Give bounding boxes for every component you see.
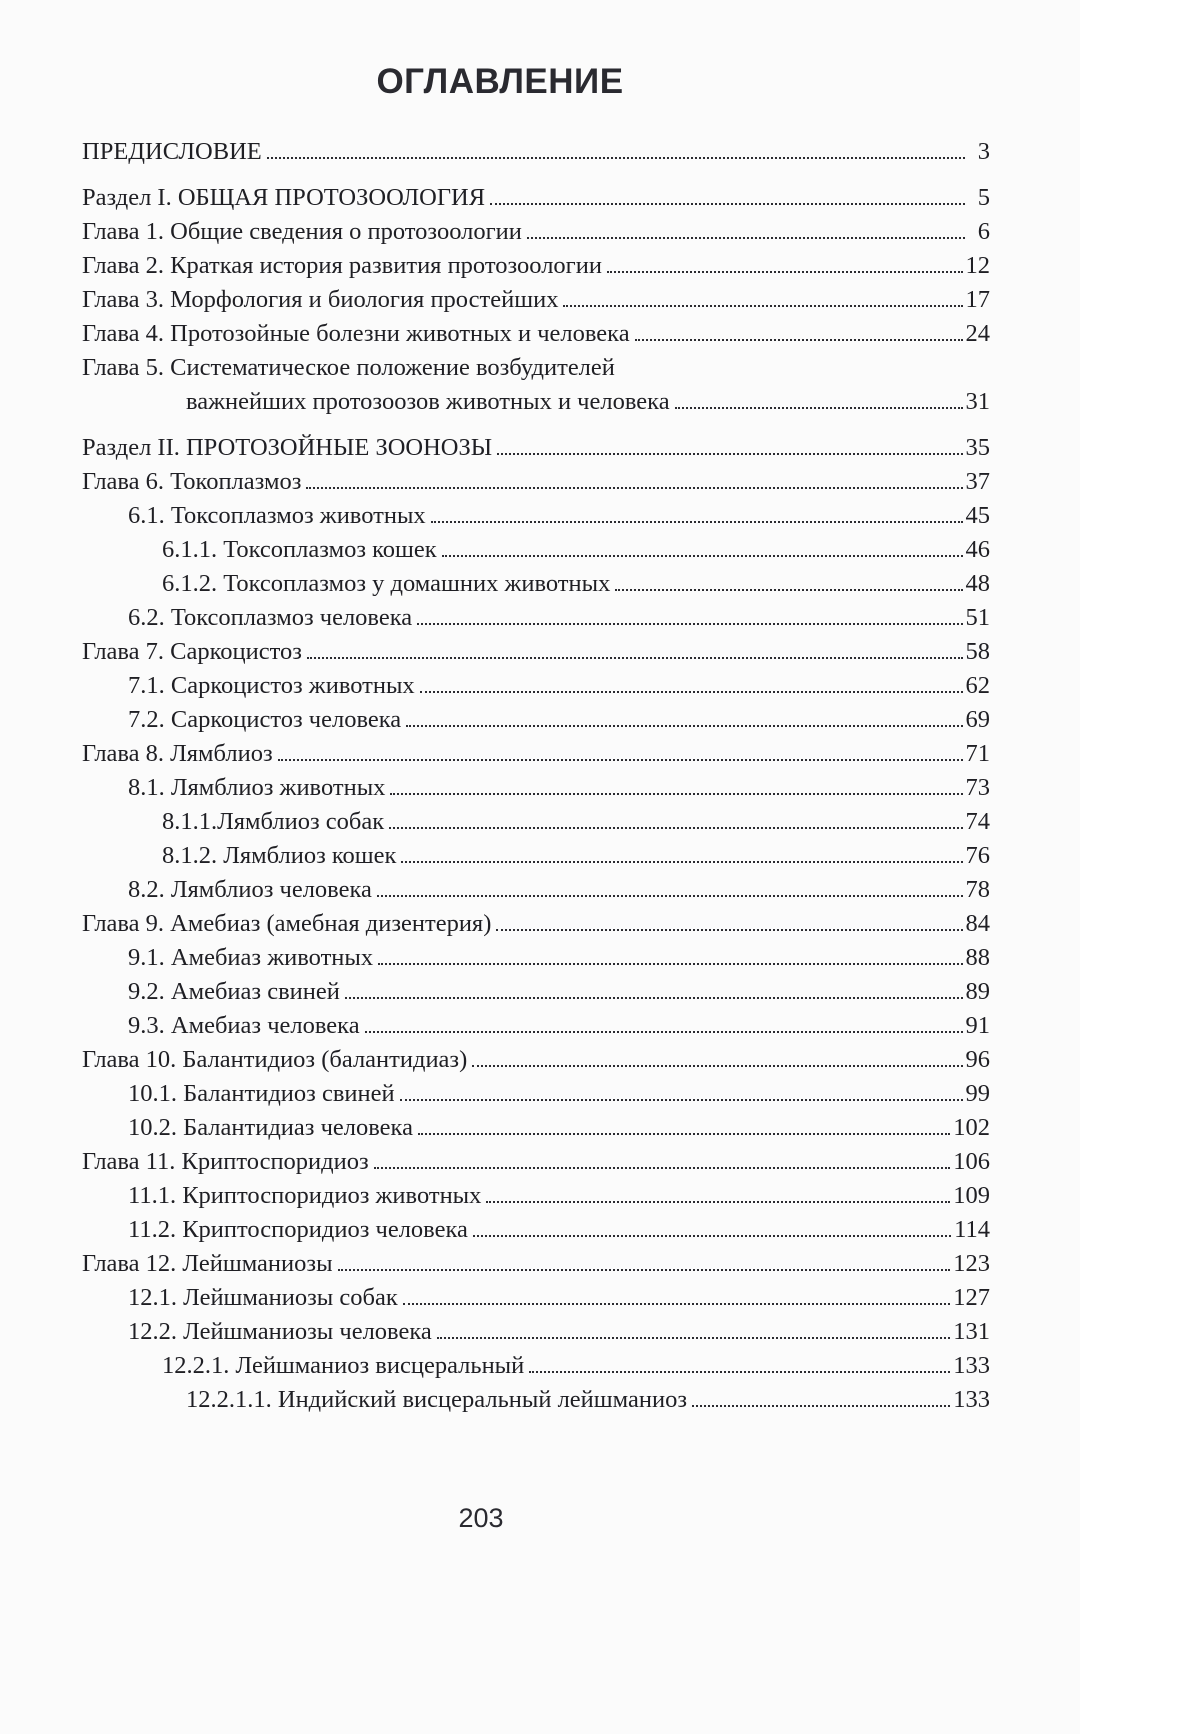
toc-entry-label: 8.1.1.Лямблиоз собак	[162, 808, 385, 835]
toc-entry-label: 9.3. Амебиаз человека	[128, 1012, 360, 1039]
dot-leader	[615, 589, 962, 591]
table-of-contents	[82, 135, 990, 1417]
toc-entry-page: 35	[965, 434, 990, 461]
toc-entry-page: 106	[953, 1148, 990, 1175]
toc-entry-6-2	[82, 601, 990, 635]
toc-entry-label: Глава 10. Балантидиоз (балантидиаз)	[82, 1046, 468, 1073]
toc-entry-label: Раздел II. ПРОТОЗОЙНЫЕ ЗООНОЗЫ	[82, 434, 493, 461]
dot-leader	[417, 623, 962, 625]
toc-entry-label: 12.2.1. Лейшманиоз висцеральный	[162, 1352, 525, 1379]
dot-leader	[527, 237, 965, 239]
dot-leader	[497, 453, 962, 455]
toc-entry-8-1-2	[82, 839, 990, 873]
toc-entry-12-2	[82, 1315, 990, 1349]
toc-entry-chapter-1	[82, 215, 990, 249]
dot-leader	[306, 487, 962, 489]
toc-entry-page: 133	[953, 1386, 990, 1413]
dot-leader	[692, 1405, 950, 1407]
toc-entry-page: 84	[965, 910, 990, 937]
page-title: ОГЛАВЛЕНИЕ	[376, 62, 624, 101]
toc-entry-label: 9.2. Амебиаз свиней	[128, 978, 340, 1005]
dot-leader	[338, 1269, 951, 1271]
toc-entry-8-2	[82, 873, 990, 907]
toc-entry-page: 46	[965, 536, 990, 563]
toc-entry-page: 114	[954, 1216, 990, 1243]
dot-leader	[431, 521, 963, 523]
dot-leader	[400, 1099, 963, 1101]
toc-entry-page: 91	[965, 1012, 990, 1039]
dot-leader	[378, 963, 962, 965]
dot-leader	[563, 305, 962, 307]
toc-entry-page: 78	[965, 876, 990, 903]
dot-leader	[675, 407, 963, 409]
toc-entry-label: 7.1. Саркоцистоз животных	[128, 672, 415, 699]
dot-leader	[390, 793, 962, 795]
dot-leader	[418, 1133, 950, 1135]
dot-leader	[490, 203, 965, 205]
toc-entry-7-2	[82, 703, 990, 737]
toc-entry-label: 8.1. Лямблиоз животных	[128, 774, 386, 801]
dot-leader	[345, 997, 963, 999]
toc-entry-page: 17	[965, 286, 990, 313]
dot-leader	[607, 271, 963, 273]
toc-entry-10-1	[82, 1077, 990, 1111]
toc-entry-label: Глава 5. Систематическое положение возбудителей	[82, 354, 615, 381]
toc-entry-8-1	[82, 771, 990, 805]
toc-entry-label: Глава 8. Лямблиоз	[82, 740, 273, 767]
dot-leader	[437, 1337, 951, 1339]
toc-entry-page: 99	[965, 1080, 990, 1107]
toc-entry-label: 12.2.1.1. Индийский висцеральный лейшманиоз	[186, 1386, 688, 1413]
toc-entry-page: 102	[953, 1114, 990, 1141]
toc-entry-page: 37	[965, 468, 990, 495]
dot-leader	[529, 1371, 950, 1373]
toc-entry-page: 31	[965, 388, 990, 415]
dot-leader	[442, 555, 963, 557]
toc-entry-chapter-11	[82, 1145, 990, 1179]
toc-entry-12-1	[82, 1281, 990, 1315]
toc-entry-12-2-1-1	[82, 1383, 990, 1417]
toc-entry-9-1	[82, 941, 990, 975]
toc-entry-page: 89	[965, 978, 990, 1005]
toc-entry-chapter-3	[82, 283, 990, 317]
toc-entry-page: 58	[965, 638, 990, 665]
toc-entry-page: 24	[965, 320, 990, 347]
toc-entry-page: 3	[977, 138, 990, 165]
toc-entry-page: 69	[965, 706, 990, 733]
toc-entry-6-1-1	[82, 533, 990, 567]
dot-leader	[307, 657, 963, 659]
toc-entry-section-1	[82, 181, 990, 215]
toc-entry-label: 11.1. Криптоспоридиоз животных	[128, 1182, 482, 1209]
toc-entry-8-1-1	[82, 805, 990, 839]
toc-entry-label: 10.2. Балантидиаз человека	[128, 1114, 413, 1141]
toc-entry-page: 74	[965, 808, 990, 835]
toc-entry-page: 71	[965, 740, 990, 767]
toc-entry-page: 109	[953, 1182, 990, 1209]
toc-entry-label: 12.1. Лейшманиозы собак	[128, 1284, 398, 1311]
toc-entry-page: 133	[953, 1352, 990, 1379]
toc-entry-chapter-6	[82, 465, 990, 499]
toc-entry-label: 11.2. Криптоспоридиоз человека	[128, 1216, 468, 1243]
toc-entry-page: 127	[953, 1284, 990, 1311]
toc-entry-page: 62	[965, 672, 990, 699]
toc-entry-chapter-12	[82, 1247, 990, 1281]
dot-leader	[635, 339, 963, 341]
toc-entry-page: 45	[965, 502, 990, 529]
dot-leader	[401, 861, 962, 863]
toc-entry-chapter-5	[82, 351, 990, 385]
toc-entry-label: Глава 1. Общие сведения о протозоологии	[82, 218, 522, 245]
toc-entry-label: Глава 11. Криптоспоридиоз	[82, 1148, 369, 1175]
dot-leader	[420, 691, 963, 693]
toc-entry-chapter-7	[82, 635, 990, 669]
toc-entry-label: 10.1. Балантидиоз свиней	[128, 1080, 395, 1107]
dot-leader	[403, 1303, 951, 1305]
dot-leader	[389, 827, 962, 829]
toc-entry-label: Глава 12. Лейшманиозы	[82, 1250, 333, 1277]
toc-entry-label: ПРЕДИСЛОВИЕ	[82, 138, 262, 165]
toc-entry-page: 73	[965, 774, 990, 801]
toc-entry-chapter-2	[82, 249, 990, 283]
toc-entry-page: 76	[965, 842, 990, 869]
toc-entry-chapter-9	[82, 907, 990, 941]
toc-entry-label: Глава 7. Саркоцистоз	[82, 638, 302, 665]
toc-entry-6-1-2	[82, 567, 990, 601]
toc-entry-chapter-5-continued	[82, 385, 990, 419]
toc-entry-7-1	[82, 669, 990, 703]
dot-leader	[365, 1031, 963, 1033]
dot-leader	[377, 895, 963, 897]
toc-entry-label: Глава 3. Морфология и биология простейших	[82, 286, 559, 313]
dot-leader	[473, 1235, 951, 1237]
dot-leader	[472, 1065, 962, 1067]
toc-entry-page: 6	[977, 218, 990, 245]
toc-entry-12-2-1	[82, 1349, 990, 1383]
toc-entry-label: 8.2. Лямблиоз человека	[128, 876, 372, 903]
toc-entry-11-2	[82, 1213, 990, 1247]
toc-entry-page: 123	[953, 1250, 990, 1277]
toc-entry-label: Глава 6. Токоплазмоз	[82, 468, 302, 495]
toc-entry-label: 6.1.1. Токсоплазмоз кошек	[162, 536, 437, 563]
dot-leader	[496, 929, 962, 931]
toc-entry-label: 9.1. Амебиаз животных	[128, 944, 374, 971]
toc-entry-page: 48	[965, 570, 990, 597]
toc-entry-preface	[82, 135, 990, 169]
toc-entry-label: 6.1.2. Токсоплазмоз у домашних животных	[162, 570, 611, 597]
page-number: 203	[458, 1503, 504, 1533]
toc-entry-11-1	[82, 1179, 990, 1213]
toc-entry-page: 88	[965, 944, 990, 971]
toc-entry-label: 6.1. Токсоплазмоз животных	[128, 502, 426, 529]
toc-entry-label: Глава 9. Амебиаз (амебная дизентерия)	[82, 910, 492, 937]
toc-entry-label: Глава 4. Протозойные болезни животных и человека	[82, 320, 630, 347]
toc-entry-page: 51	[965, 604, 990, 631]
toc-entry-label: 6.2. Токсоплазмоз человека	[128, 604, 413, 631]
dot-leader	[267, 157, 965, 159]
toc-entry-chapter-10	[82, 1043, 990, 1077]
toc-entry-label: 7.2. Саркоцистоз человека	[128, 706, 402, 733]
toc-entry-page: 5	[977, 184, 990, 211]
toc-entry-page: 96	[965, 1046, 990, 1073]
dot-leader	[406, 725, 962, 727]
toc-entry-10-2	[82, 1111, 990, 1145]
toc-entry-label: Глава 2. Краткая история развития протозоологии	[82, 252, 602, 279]
toc-entry-label: 12.2. Лейшманиозы человека	[128, 1318, 432, 1345]
dot-leader	[278, 759, 963, 761]
toc-entry-label: 8.1.2. Лямблиоз кошек	[162, 842, 397, 869]
toc-entry-label: важнейших протозоозов животных и человека	[186, 388, 670, 415]
toc-entry-page: 131	[953, 1318, 990, 1345]
toc-entry-9-2	[82, 975, 990, 1009]
dot-leader	[374, 1167, 951, 1169]
toc-entry-chapter-4	[82, 317, 990, 351]
toc-entry-page: 12	[965, 252, 990, 279]
toc-entry-6-1	[82, 499, 990, 533]
dot-leader	[486, 1201, 950, 1203]
toc-entry-9-3	[82, 1009, 990, 1043]
toc-entry-label: Раздел I. ОБЩАЯ ПРОТОЗООЛОГИЯ	[82, 184, 486, 211]
toc-entry-section-2	[82, 431, 990, 465]
toc-entry-chapter-8	[82, 737, 990, 771]
